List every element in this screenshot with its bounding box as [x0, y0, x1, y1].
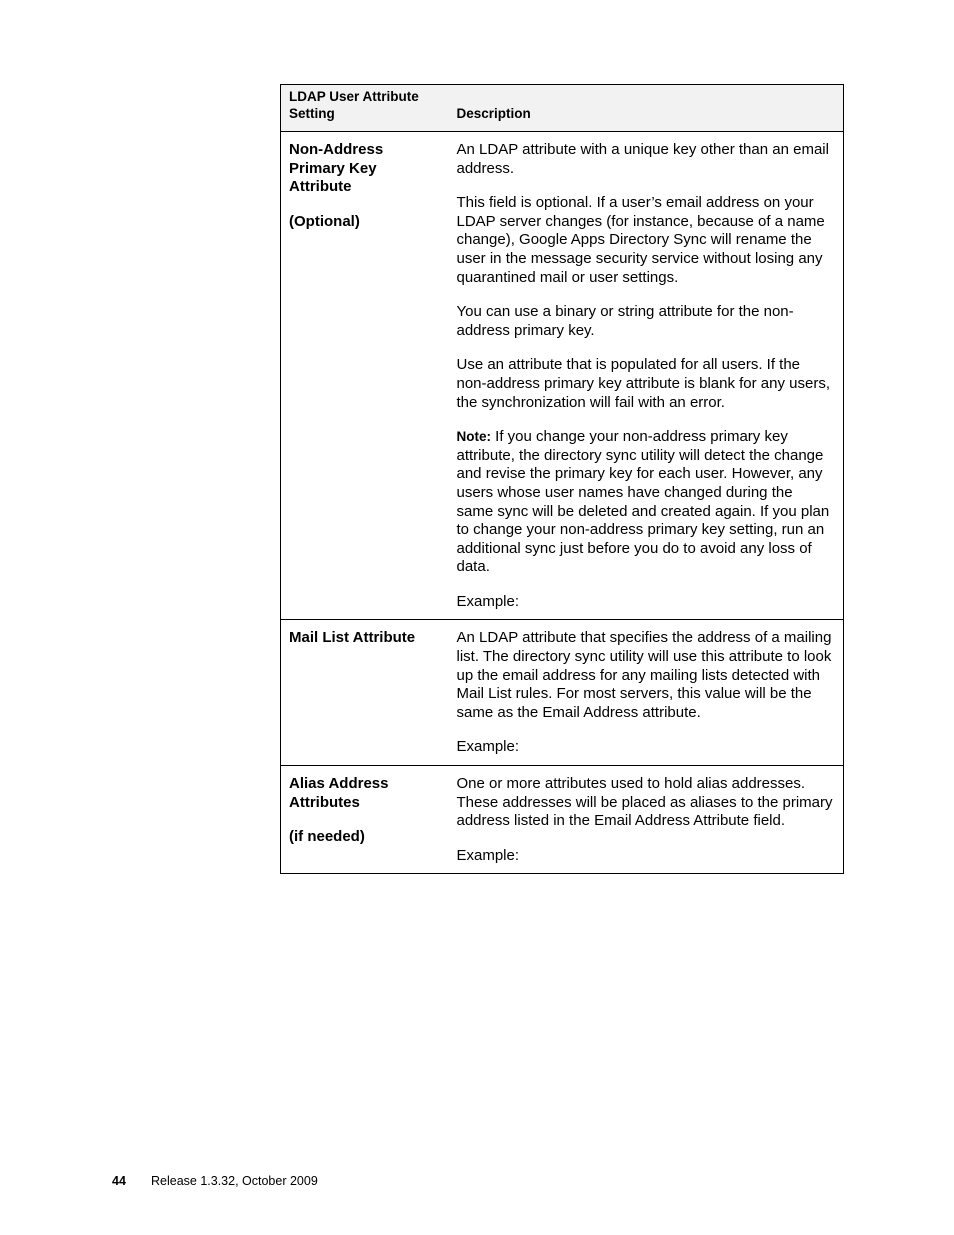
note-text: If you change your non-address primary key attribute, the directory sync utility will detect the change and revise the primary key for each user. However, any users whose user names have changed during the same sync will be deleted and created again. If you plan to change your non-address primary key setting, run an additional sync just before you do to avoid any loss of data. [456, 428, 830, 576]
setting-name-line: Non-Address [289, 141, 384, 158]
setting-name: Mail List Attribute [289, 629, 416, 647]
description-cell [449, 620, 844, 766]
description-paragraph: This field is optional. If a user’s email address on your LDAP server changes (for instance, because of a name change), Google Apps Directory Sync will rename the user in the message security service without losing any quarantined mail or user settings. [456, 194, 825, 286]
description-column-header: Description [449, 85, 844, 132]
setting-qualifier: (if needed) [289, 828, 365, 846]
note-paragraph [457, 428, 834, 577]
table-row [281, 766, 844, 874]
setting-header-line1: LDAP User Attribute [289, 89, 419, 104]
description-paragraph: You can use a binary or string attribute for the non-address primary key. [456, 303, 794, 339]
setting-header-line2: Setting [289, 106, 335, 121]
ldap-user-attribute-table [280, 84, 844, 874]
setting-column-header [281, 85, 449, 132]
table-row [281, 132, 844, 620]
page-footer [112, 1174, 318, 1188]
example-label: Example: [456, 846, 520, 864]
example-label: Example: [456, 738, 520, 756]
table-header-row [281, 85, 844, 132]
setting-cell [281, 766, 449, 874]
setting-name [289, 141, 441, 197]
setting-cell [281, 620, 449, 766]
release-info: Release 1.3.32, October 2009 [151, 1174, 318, 1188]
setting-qualifier: (Optional) [289, 212, 360, 230]
description-paragraph: One or more attributes used to hold alias addresses. These addresses will be placed as aliases to the primary address listed in the Email Address Attribute field. [456, 775, 833, 830]
example-label: Example: [456, 592, 520, 610]
table-row [281, 620, 844, 766]
description-paragraph: An LDAP attribute that specifies the address of a mailing list. The directory sync utility will use this attribute to look up the email address for any mailing lists detected with Mail List rules. For most servers, this value will be the same as the Email Address attribute. [456, 629, 832, 721]
setting-name-line: Primary Key [289, 159, 377, 177]
description-cell [449, 132, 844, 620]
setting-name-line: Attribute [289, 178, 352, 196]
note-label: Note: [456, 429, 491, 445]
page-number: 44 [112, 1174, 126, 1188]
setting-name-line: Alias Address [289, 775, 389, 793]
setting-name-line: Attributes [289, 793, 360, 811]
setting-name [289, 775, 441, 812]
description-paragraph: An LDAP attribute with a unique key other than an email address. [456, 141, 829, 177]
description-paragraph: Use an attribute that is populated for all users. If the non-address primary key attribute is blank for any users, the synchronization will fail with an error. [456, 356, 830, 411]
description-cell [449, 766, 844, 874]
setting-cell [281, 132, 449, 620]
